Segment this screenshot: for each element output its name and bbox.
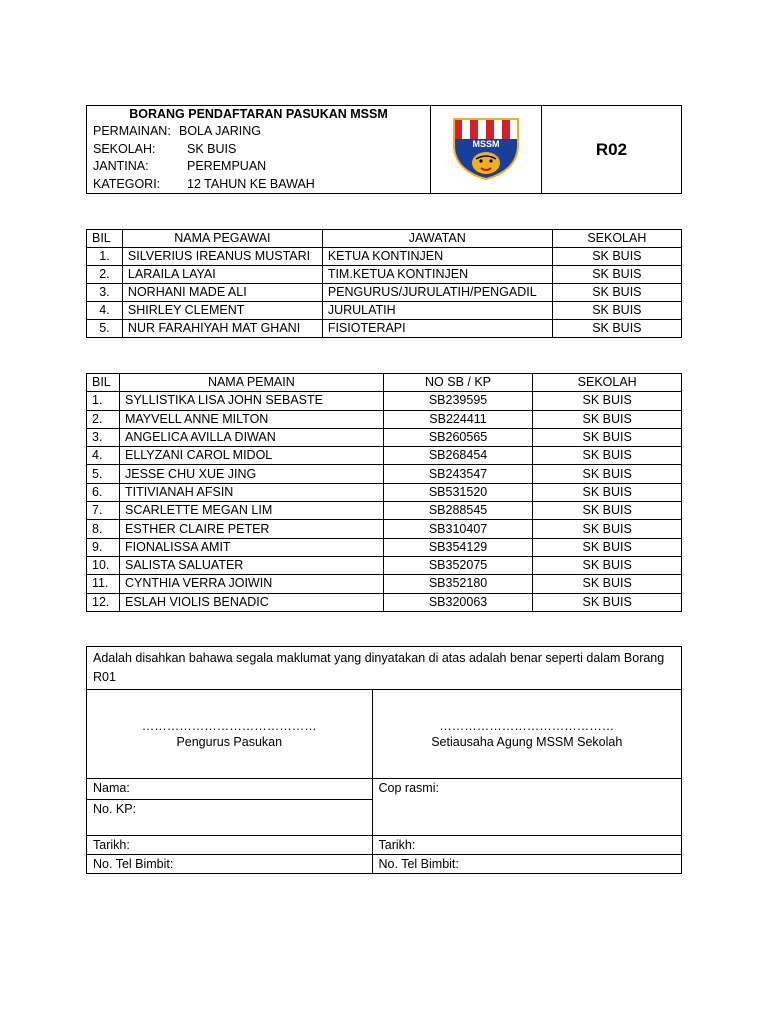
table-row: 3. ANGELICA AVILLA DIWAN SB260565 SK BUIS bbox=[87, 428, 682, 446]
form-code: R02 bbox=[542, 106, 682, 194]
players-header-row bbox=[87, 374, 682, 392]
tel-field-right: No. Tel Bimbit: bbox=[372, 855, 681, 874]
signature-line: …………………………………… bbox=[439, 719, 615, 733]
field-permainan: PERMAINAN: BOLA JARING bbox=[93, 124, 261, 138]
field-jantina: JANTINA: PEREMPUAN bbox=[93, 159, 267, 173]
col-nama-pemain: NAMA PEMAIN bbox=[119, 374, 383, 392]
table-row: 1. SILVERIUS IREANUS MUSTARI KETUA KONTINJEN SK BUIS bbox=[87, 248, 682, 266]
signature-left bbox=[87, 690, 373, 779]
col-sekolah: SEKOLAH bbox=[552, 230, 681, 248]
nama-field: Nama: bbox=[87, 779, 373, 800]
officials-table bbox=[86, 229, 682, 338]
header-info bbox=[87, 106, 431, 194]
table-row: 5. NUR FARAHIYAH MAT GHANI FISIOTERAPI SK BUIS bbox=[87, 320, 682, 338]
form-title: BORANG PENDAFTARAN PASUKAN MSSM bbox=[129, 107, 388, 121]
kp-field: No. KP: bbox=[87, 799, 373, 835]
table-row: 2. MAYVELL ANNE MILTON SB224411 SK BUIS bbox=[87, 410, 682, 428]
table-row: 3. NORHANI MADE ALI PENGURUS/JURULATIH/PENGADIL SK BUIS bbox=[87, 284, 682, 302]
col-nama-pegawai: NAMA PEGAWAI bbox=[122, 230, 322, 248]
certification-statement: Adalah disahkan bahawa segala maklumat yang dinyatakan di atas adalah benar seperti dalam Borang R01 bbox=[87, 647, 682, 690]
col-no-sb-kp: NO SB / KP bbox=[383, 374, 533, 392]
tarikh-field-left: Tarikh: bbox=[87, 836, 373, 855]
table-row: 2. LARAILA LAYAI TIM.KETUA KONTINJEN SK BUIS bbox=[87, 266, 682, 284]
table-row: 10. SALISTA SALUATER SB352075 SK BUIS bbox=[87, 556, 682, 574]
form-header bbox=[86, 105, 682, 194]
players-table bbox=[86, 373, 682, 612]
col-bil: BIL bbox=[87, 374, 120, 392]
field-kategori: KATEGORI: 12 TAHUN KE BAWAH bbox=[93, 176, 315, 191]
table-row: 1. SYLLISTIKA LISA JOHN SEBASTE SB239595 SK BUIS bbox=[87, 392, 682, 410]
table-row: 4. ELLYZANI CAROL MIDOL SB268454 SK BUIS bbox=[87, 447, 682, 465]
col-jawatan: JAWATAN bbox=[322, 230, 552, 248]
cop-rasmi-field: Cop rasmi: bbox=[372, 779, 681, 836]
certification-table bbox=[86, 646, 682, 874]
table-row: 11. CYNTHIA VERRA JOIWIN SB352180 SK BUIS bbox=[87, 575, 682, 593]
signatory-pengurus: Pengurus Pasukan bbox=[176, 735, 283, 749]
table-row: 9. FIONALISSA AMIT SB354129 SK BUIS bbox=[87, 538, 682, 556]
table-row: 8. ESTHER CLAIRE PETER SB310407 SK BUIS bbox=[87, 520, 682, 538]
signature-line: …………………………………… bbox=[141, 719, 317, 733]
col-bil: BIL bbox=[87, 230, 123, 248]
tel-field-left: No. Tel Bimbit: bbox=[87, 855, 373, 874]
signature-right bbox=[372, 690, 681, 779]
table-row: 7. SCARLETTE MEGAN LIM SB288545 SK BUIS bbox=[87, 502, 682, 520]
col-sekolah: SEKOLAH bbox=[533, 374, 682, 392]
signatory-setiausaha: Setiausaha Agung MSSM Sekolah bbox=[431, 735, 623, 749]
table-row: 6. TITIVIANAH AFSIN SB531520 SK BUIS bbox=[87, 483, 682, 501]
tarikh-field-right: Tarikh: bbox=[372, 836, 681, 855]
svg-text:MSSM: MSSM bbox=[472, 139, 500, 149]
table-row: 4. SHIRLEY CLEMENT JURULATIH SK BUIS bbox=[87, 302, 682, 320]
field-sekolah: SEKOLAH: SK BUIS bbox=[93, 141, 237, 156]
table-row: 12. ESLAH VIOLIS BENADIC SB320063 SK BUIS bbox=[87, 593, 682, 611]
logo-cell bbox=[431, 106, 542, 194]
officials-header-row bbox=[87, 230, 682, 248]
table-row: 5. JESSE CHU XUE JING SB243547 SK BUIS bbox=[87, 465, 682, 483]
mssm-logo bbox=[450, 115, 522, 181]
